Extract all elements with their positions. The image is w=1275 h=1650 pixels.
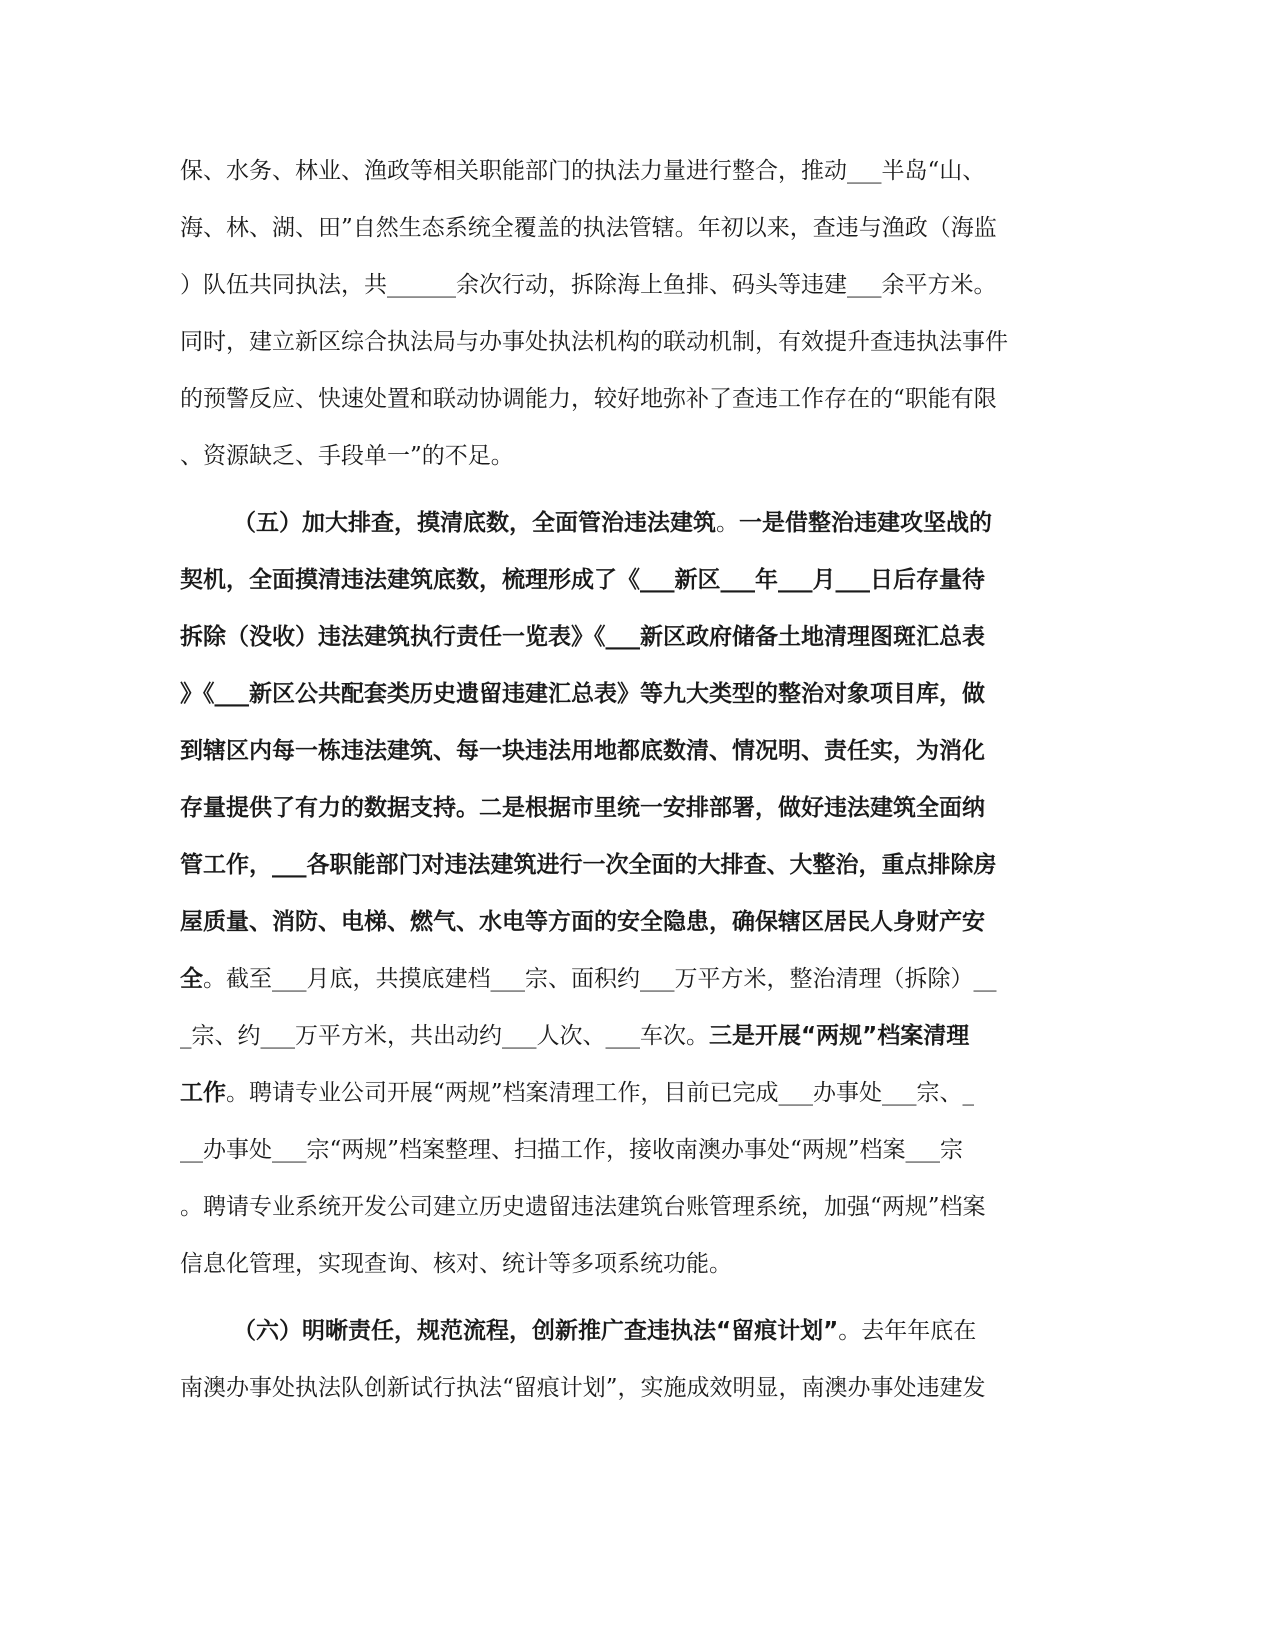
text-line xyxy=(180,1244,1275,1284)
text-run: 。聘请专业公司开展“两规”档案清理工作，目前已完成___办事处___宗、_ xyxy=(226,1080,975,1106)
text-line xyxy=(180,1130,1275,1170)
text-run: _宗、约___万平方米，共出动约___人次、___车次。 xyxy=(180,1023,709,1049)
text-line xyxy=(180,265,1275,305)
text-run: __办事处___宗“两规”档案整理、扫描工作，接收南澳办事处“两规”档案___宗 xyxy=(180,1137,964,1163)
text-run: ）队伍共同执法，共______余次行动，拆除海上鱼排、码头等违建___余平方米。 xyxy=(180,272,997,298)
text-line xyxy=(180,560,1275,600)
text-run: 。 xyxy=(716,510,739,536)
text-run-bold: 契机，全面摸清违法建筑底数，梳理形成了《___新区___年___月___日后存量待 xyxy=(180,567,985,593)
text-line xyxy=(180,1016,1275,1056)
text-run-bold: 屋质量、消防、电梯、燃气、水电等方面的安全隐患，确保辖区居民人身财产安 xyxy=(180,909,985,935)
text-line xyxy=(180,1073,1275,1113)
text-line xyxy=(233,503,1275,543)
text-line xyxy=(180,379,1275,419)
text-line xyxy=(180,151,1275,191)
section-heading: （六）明晰责任，规范流程，创新推广查违执法“留痕计划” xyxy=(233,1318,839,1344)
text-run: 海、林、湖、田”自然生态系统全覆盖的执法管辖。年初以来，查违与渔政（海监 xyxy=(180,215,997,241)
text-run: 同时，建立新区综合执法局与办事处执法机构的联动机制，有效提升查违执法事件 xyxy=(180,329,1008,355)
text-run-bold: 一是借整治违建攻坚战的 xyxy=(739,510,992,536)
text-line xyxy=(180,322,1275,362)
text-run-bold: 》《___新区公共配套类历史遗留违建汇总表》等九大类型的整治对象项目库，做 xyxy=(180,681,985,707)
text-run: 保、水务、林业、渔政等相关职能部门的执法力量进行整合，推动___半岛“山、 xyxy=(180,158,986,184)
text-line xyxy=(180,845,1275,885)
text-run: 南澳办事处执法队创新试行执法“留痕计划”，实施成效明显，南澳办事处违建发 xyxy=(180,1375,986,1401)
text-line xyxy=(180,436,1275,476)
text-run-bold: 拆除（没收）违法建筑执行责任一览表》《___新区政府储备土地清理图斑汇总表 xyxy=(180,624,985,650)
text-run: 。去年年底在 xyxy=(838,1318,977,1344)
text-line xyxy=(180,1368,1275,1408)
text-run: 的预警反应、快速处置和联动协调能力，较好地弥补了查违工作存在的“职能有限 xyxy=(180,386,997,412)
text-run: 。聘请专业系统开发公司建立历史遗留违法建筑台账管理系统，加强“两规”档案 xyxy=(180,1194,986,1220)
text-line xyxy=(180,617,1275,657)
text-run: 、资源缺乏、手段单一”的不足。 xyxy=(180,443,514,469)
text-line xyxy=(233,1311,1275,1351)
text-run-bold: 到辖区内每一栋违法建筑、每一块违法用地都底数清、情况明、责任实，为消化 xyxy=(180,738,985,764)
text-line xyxy=(180,208,1275,248)
text-line xyxy=(180,1187,1275,1227)
text-run-bold: 全 xyxy=(180,966,203,992)
text-line xyxy=(180,959,1275,999)
text-run-bold: 三是开展“两规”档案清理 xyxy=(709,1023,970,1049)
text-line xyxy=(180,731,1275,771)
text-run-bold: 工作 xyxy=(180,1080,226,1106)
text-run-bold: 管工作，___各职能部门对违法建筑进行一次全面的大排查、大整治，重点排除房 xyxy=(180,852,997,878)
text-run-bold: 存量提供了有力的数据支持。二是根据市里统一安排部署，做好违法建筑全面纳 xyxy=(180,795,985,821)
text-run: 信息化管理，实现查询、核对、统计等多项系统功能。 xyxy=(180,1251,732,1277)
text-line xyxy=(180,788,1275,828)
text-run: 。截至___月底，共摸底建档___宗、面积约___万平方米，整治清理（拆除）__ xyxy=(203,966,997,992)
section-heading: （五）加大排查，摸清底数，全面管治违法建筑 xyxy=(233,510,716,536)
text-line xyxy=(180,674,1275,714)
text-line xyxy=(180,902,1275,942)
